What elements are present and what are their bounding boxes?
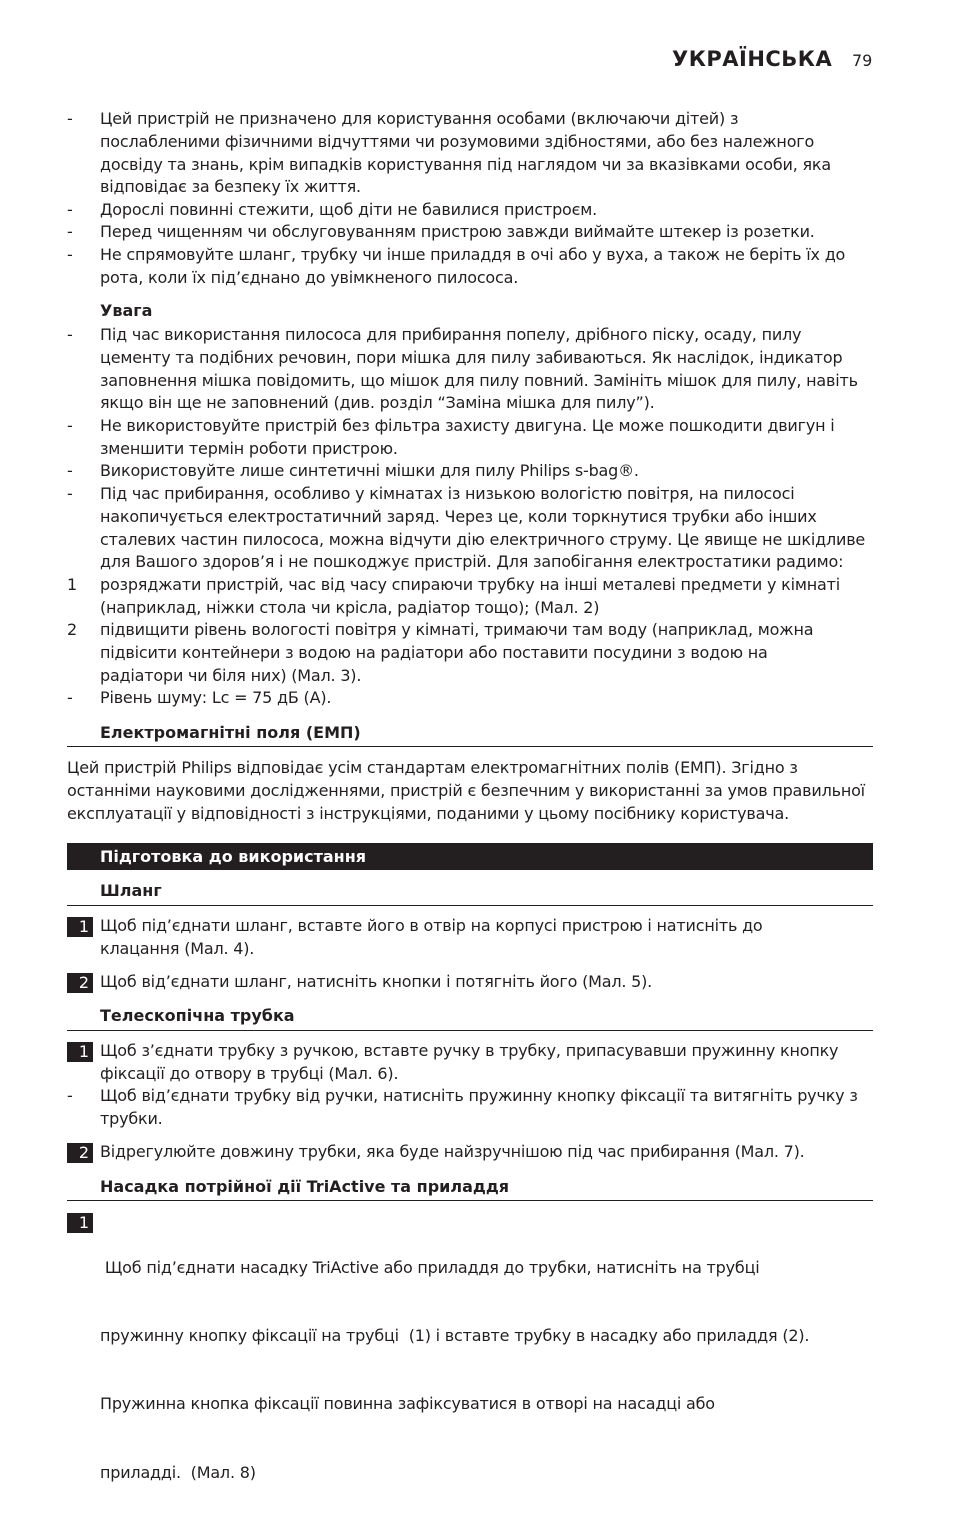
note-text [100, 1085, 858, 1131]
text-line: трубки. [100, 1108, 163, 1128]
text-line: Пружинна кнопка фіксації повинна зафіксуватися в отворі на насадці або [100, 1394, 715, 1414]
step-number-box: 2 [67, 973, 93, 993]
bullet-marker: - [67, 200, 73, 219]
number-marker: 2 [67, 620, 77, 639]
step-text [100, 971, 652, 994]
caution-item [100, 415, 835, 461]
text-line: радіатори чи біля них) (Мал. 3). [100, 665, 362, 685]
text-line: Щоб від’єднати шланг, натисніть кнопки і потягніть його (Мал. 5). [100, 972, 653, 991]
section-rule [67, 1030, 873, 1031]
step-text [100, 1040, 838, 1086]
caution-item [100, 687, 331, 710]
text-line: для Вашого здоров’я і не пошкоджує пристрій. Для запобігання електростатики радимо: [100, 552, 844, 572]
warning-item [100, 199, 597, 222]
step-text [100, 1141, 805, 1164]
caution-item [100, 460, 639, 483]
text-line: підвісити контейнери з водою на радіатори або поставити посудини з водою на [100, 642, 768, 662]
nozzle-heading: Насадка потрійної дії TriActive та приладдя [100, 1177, 510, 1196]
bullet-marker: - [67, 109, 73, 128]
text-line: підвищити рівень вологості повітря у кімнаті, тримаючи там воду (наприклад, можна [100, 620, 814, 639]
bullet-marker: - [67, 222, 73, 241]
step-number-box: 1 [67, 1213, 93, 1233]
tube-heading: Телескопічна трубка [100, 1006, 295, 1025]
text-line: Щоб під’єднати шланг, вставте його в отвір на корпусі пристрою і натисніть до [100, 916, 763, 935]
bullet-marker: - [67, 325, 73, 344]
text-line: Щоб від’єднати трубку від ручки, натисніть пружинну кнопку фіксації та витягніть ручку з [100, 1086, 858, 1105]
bullet-marker: - [67, 461, 73, 480]
text-line: Використовуйте лише синтетичні мішки для пилу Philips s-bag®. [100, 461, 639, 480]
text-line: Перед чищенням чи обслуговуванням пристрою завжди виймайте штекер із розетки. [100, 222, 815, 241]
caution-item [100, 324, 858, 415]
section-rule [67, 1200, 873, 1201]
text-line: експлуатації у відповідності з інструкціями, поданими у цьому посібнику користувача. [67, 803, 789, 823]
text-line: Не спрямовуйте шланг, трубку чи інше приладдя в очі або у вуха, а також не беріть їх до [100, 245, 846, 264]
text-line: Дорослі повинні стежити, щоб діти не бавилися пристроєм. [100, 200, 597, 219]
text-line: розряджати пристрій, час від часу спираючи трубку на інші металеві предмети у кімнаті [100, 575, 840, 594]
text-line: рота, коли їх під’єднано до увімкненого пилососа. [100, 267, 519, 287]
bullet-marker: - [67, 484, 73, 503]
page-number: 79 [852, 51, 873, 70]
text-line: відповідає за безпеку їх життя. [100, 177, 361, 197]
text-line: заповнення мішка повідомить, що мішок для пилу повний. Замініть мішок для пилу, навіть [100, 370, 858, 390]
text-line: приладді. (Мал. 8) [100, 1462, 256, 1482]
emf-paragraph [67, 757, 865, 825]
text-line: послабленими фізичними відчуттями чи розумовими здібностями, або без належного [100, 131, 815, 151]
text-line: (наприклад, ніжки стола чи крісла, радіатор тощо); (Мал. 2) [100, 597, 600, 617]
text-line: цементу та подібних речовин, пори мішка для пилу забиваються. Як наслідок, індикатор [100, 347, 843, 367]
bullet-marker: - [67, 245, 73, 264]
caution-title: Увага [100, 301, 153, 320]
section-rule [67, 746, 873, 747]
emf-heading: Електромагнітні поля (ЕМП) [100, 723, 361, 742]
text-line: Цей пристрій не призначено для користування особами (включаючи дітей) з [100, 109, 739, 128]
warning-item [100, 244, 845, 290]
warning-item [100, 108, 831, 199]
bullet-marker: - [67, 688, 73, 707]
text-line: Щоб під’єднати насадку TriActive або приладдя до трубки, натисніть на трубці [100, 1257, 760, 1277]
language-header: УКРАЇНСЬКА [672, 47, 833, 71]
text-line: Щоб з’єднати трубку з ручкою, вставте ручку в трубку, припасувавши пружинну кнопку [100, 1041, 839, 1060]
step-number-box: 1 [67, 1042, 93, 1062]
text-line: пружинну кнопку фіксації на трубці (1) і вставте трубку в насадку або приладдя (2). [100, 1325, 810, 1345]
text-line: Під час використання пилососа для прибирання попелу, дрібного піску, осаду, пилу [100, 325, 802, 344]
bullet-marker: - [67, 416, 73, 435]
caution-item [100, 483, 865, 574]
text-line: зменшити термін роботи пристрою. [100, 438, 398, 458]
text-line: останніми науковими дослідженнями, пристрій є безпечним у використанні за умов правильної [67, 780, 865, 800]
text-line: Не використовуйте пристрій без фільтра захисту двигуна. Це може пошкодити двигун і [100, 416, 835, 435]
text-line: накопичується електростатичний заряд. Через це, коли торкнутися трубки або інших [100, 506, 817, 526]
text-line: Рівень шуму: Lc = 75 дБ (A). [100, 688, 332, 707]
text-line: Відрегулюйте довжину трубки, яка буде найзручнішою під час прибирання (Мал. 7). [100, 1142, 805, 1161]
step-text [100, 1211, 809, 1530]
caution-item [100, 619, 813, 687]
section-title: Підготовка до використання [100, 847, 367, 866]
text-line: фіксації до отвору в трубці (Мал. 6). [100, 1063, 399, 1083]
bullet-marker: - [67, 1086, 73, 1105]
step-number-box: 2 [67, 1143, 93, 1163]
text-line: сталевих частин пилососа, можна відчути дію електричного струму. Це явище не шкідливе [100, 529, 866, 549]
text-line: досвіду та знань, крім випадків користування під наглядом чи за вказівками особи, яка [100, 154, 831, 174]
section-band [67, 843, 873, 870]
caution-item [100, 574, 840, 620]
number-marker: 1 [67, 575, 77, 594]
warning-item [100, 221, 815, 244]
text-line: Цей пристрій Philips відповідає усім стандартам електромагнітних полів (ЕМП). Згідно з [67, 758, 798, 777]
section-rule [67, 905, 873, 906]
text-line: Під час прибирання, особливо у кімнатах із низькою вологістю повітря, на пилососі [100, 484, 795, 503]
text-line: клацання (Мал. 4). [100, 938, 255, 958]
hose-heading: Шланг [100, 881, 162, 900]
step-number-box: 1 [67, 917, 93, 937]
step-text [100, 915, 763, 961]
text-line: якщо він ще не заповнений (див. розділ “Заміна мішка для пилу”). [100, 393, 655, 413]
